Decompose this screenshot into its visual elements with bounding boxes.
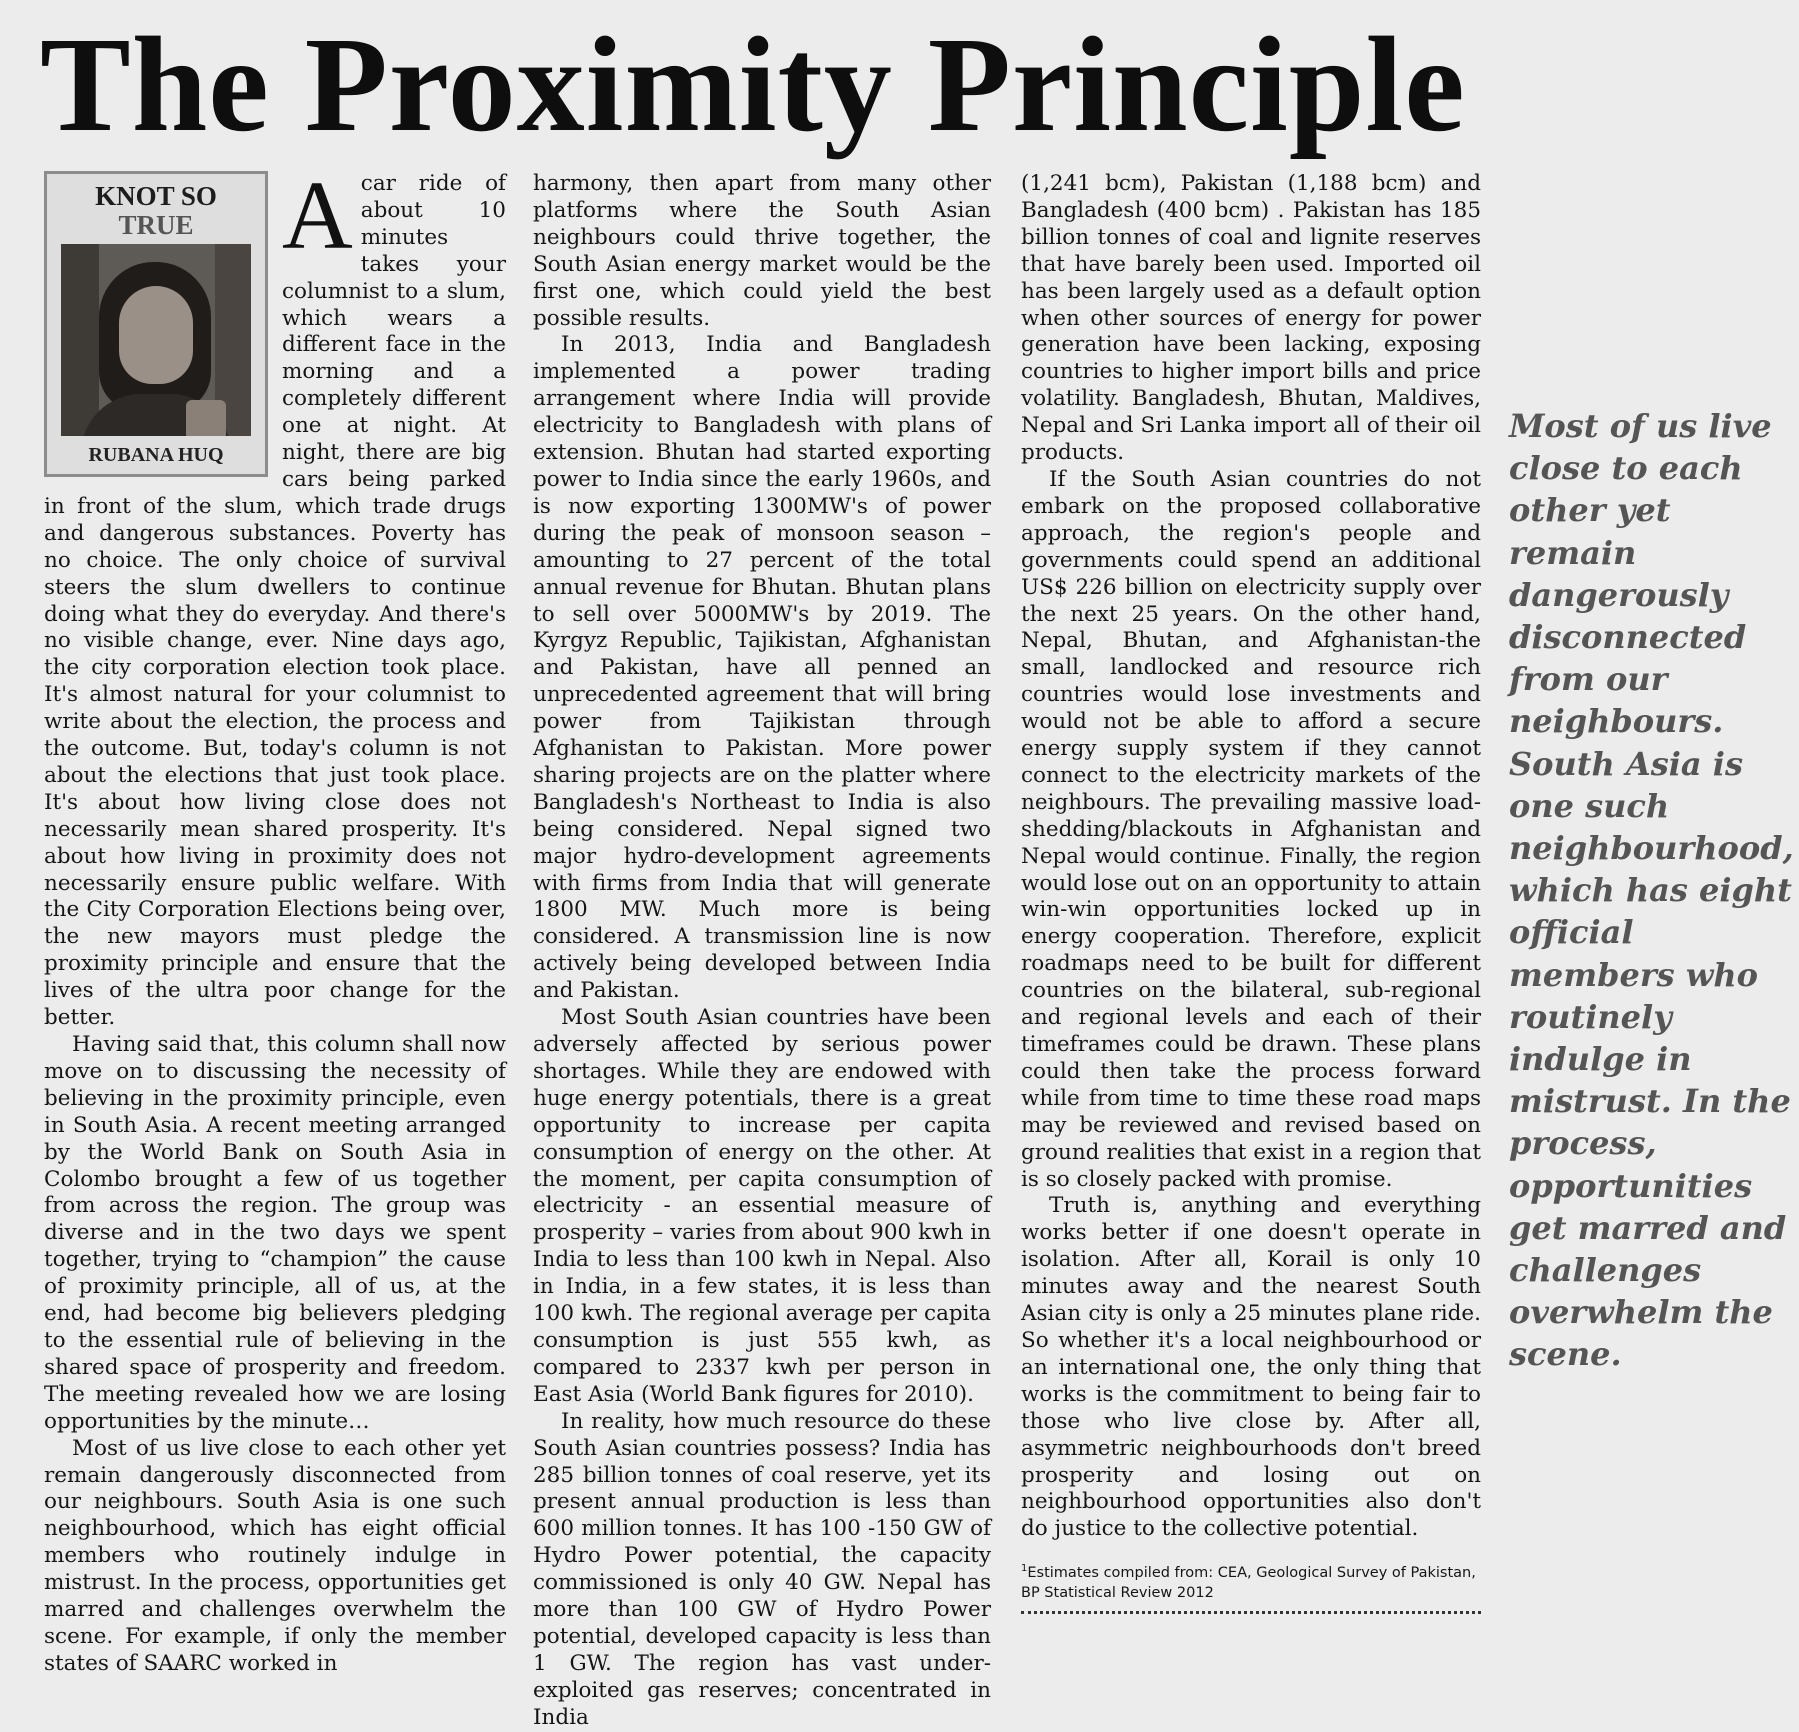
author-name: RUBANA HUQ — [88, 444, 224, 466]
article-column-2 — [533, 171, 991, 1732]
footnote-marker: 1 — [1021, 1563, 1028, 1575]
article-paragraph: Having said that, this column shall now move on to discussing the necessity of believing in the proximity principle, even in South Asia. A recent meeting arranged by the World Bank on South Asia in Colombo brought a few of us together from across the region. The group was diverse and in the two days we spent together, trying to “champion” the cause of proximity principle, all of us, at the end, had become big believers pledging to the essential rule of believing in the shared space of prosperity and freedom. The meeting revealed how we are losing opportunities by the minute… — [44, 1032, 506, 1434]
article-column-3 — [1021, 171, 1481, 1614]
footnote — [1021, 1559, 1481, 1614]
author-portrait — [61, 244, 251, 436]
article-paragraph: (1,241 bcm), Pakistan (1,188 bcm) and Bangladesh (400 bcm) . Pakistan has 185 billion tonnes of coal and lignite reserves that have barely been used. Imported oil has been largely used as a default option when other sources of energy for power generation have been lacking, exposing countries to higher import bills and price volatility. Bangladesh, Bhutan, Maldives, Nepal and Sri Lanka import all of their oil products. — [1021, 171, 1481, 466]
column-label — [47, 182, 265, 240]
column-byline-box — [44, 171, 268, 477]
article-paragraph: Truth is, anything and everything works better if one doesn't operate in isolation. After all, Korail is only 10 minutes away and the nearest South Asian city is only a 25 minutes plane ride. So whether it's a local neighbourhood or an international one, the only thing that works is the commitment to being fair to those who live close by. After all, asymmetric neighbourhoods don't breed prosperity and losing out on neighbourhood opportunities also don't do justice to the collective potential. — [1021, 1193, 1481, 1542]
article-paragraph: Most South Asian countries have been adversely affected by serious power shortages. While they are endowed with huge energy potentials, there is a great opportunity to increase per capita consumption of energy on the other. At the moment, per capita consumption of electricity - an essential measure of prosperity – varies from about 900 kwh in India to less than 100 kwh in Nepal. Also in India, in a few states, it is less than 100 kwh. The regional average per capita consumption is just 555 kwh, as compared to 2337 kwh per person in East Asia (World Bank figures for 2010). — [533, 1005, 991, 1407]
dropcap: A — [282, 162, 353, 270]
column-label-line2: TRUE — [118, 210, 194, 240]
footnote-text: Estimates compiled from: CEA, Geological Survey of Pakistan, BP Statistical Review 2012 — [1021, 1565, 1476, 1602]
article-paragraph: In reality, how much resource do these South Asian countries possess? India has 285 billion tonnes of coal reserve, yet its present annual production is less than 600 million tonnes. It has 100 -150 GW of Hydro Power potential, the capacity commissioned is only 40 GW. Nepal has more than 100 GW of Hydro Power potential, developed capacity is less than 1 GW. The region has vast under-exploited gas reserves; concentrated in India — [533, 1408, 991, 1730]
article-paragraph: Most of us live close to each other yet remain dangerously disconnected from our neighbours. South Asia is one such neighbourhood, which has eight official members who routinely indulge in mistrust. In the process, opportunities get marred and challenges overwhelm the scene. For example, if only the member states of SAARC worked in — [44, 1435, 506, 1676]
article-paragraph: If the South Asian countries do not embark on the proposed collaborative approach, the region's people and governments could spend an additional US$ 226 billion on electricity supply over the next 25 years. On the other hand, Nepal, Bhutan, and Afghanistan-the small, landlocked and resource rich countries would lose investments and would not be able to afford a secure energy supply system if they cannot connect to the electricity markets of the neighbours. The prevailing massive load-shedding/blackouts in Afghanistan and Nepal would continue. Finally, the region would lose out on an opportunity to attain win-win opportunities locked up in energy cooperation. Therefore, explicit roadmaps need to be built for different countries on the bilateral, sub-regional and regional levels and each of their timeframes could be drawn. These plans could then take the process forward while from time to time these road maps may be reviewed and revised based on ground realities that exist in a region that is so closely packed with promise. — [1021, 466, 1481, 1192]
article-paragraph-text: car ride of about 10 minutes takes your columnist to a slum, which wears a different face in the morning and a completely different one at night. At night, there are big cars being parked in front of the slum, which trade drugs and dangerous substances. Poverty has no choice. The only choice of survival steers the slum dwellers to continue doing what they do everyday. And there's no visible change, ever. Nine days ago, the city corporation election took place. It's almost natural for your columnist to write about the election, the process and the outcome. But, today's column is not about the elections that just took place. It's about how living close does not necessarily mean shared prosperity. It's about how living in proximity does not necessarily ensure public welfare. With the City Corporation Elections being over, the new mayors must pledge the proximity principle and ensure that the lives of the ultra poor change for the better. — [44, 171, 506, 1031]
headline: The Proximity Principle — [40, 10, 1466, 160]
article-paragraph: In 2013, India and Bangladesh implemented a power trading arrangement where India will provide electricity to Bangladesh with plans of extension. Bhutan had started exporting power to India since the early 1960s, and is now exporting 1300MW's of power during the peak of monsoon season – amounting to 27 percent of the total annual revenue for Bhutan. Bhutan plans to sell over 5000MW's by 2019. The Kyrgyz Republic, Tajikistan, Afghanistan and Pakistan, have all penned an unprecedented agreement that will bring power from Tajikistan through Afghanistan to Pakistan. More power sharing projects are on the platter where Bangladesh's Northeast to India is also being considered. Nepal signed two major hydro-development agreements with firms from India that will generate 1800 MW. Much more is being considered. A transmission line is now actively being developed between India and Pakistan. — [533, 332, 991, 1004]
column-label-line1: KNOT SO — [95, 181, 217, 211]
pull-quote: Most of us live close to each other yet remain dangerously disconnected from our neighbours. South Asia is one such neighbourhood, which has eight official members who routinely indulge in mistrust. In the process, opportunities get marred and challenges overwhelm the scene. — [1509, 407, 1794, 1374]
article-paragraph: harmony, then apart from many other platforms where the South Asian neighbours could thrive together, the South Asian energy market would be the first one, which could yield the best possible results. — [533, 171, 991, 331]
article-column-1 — [44, 162, 506, 1678]
